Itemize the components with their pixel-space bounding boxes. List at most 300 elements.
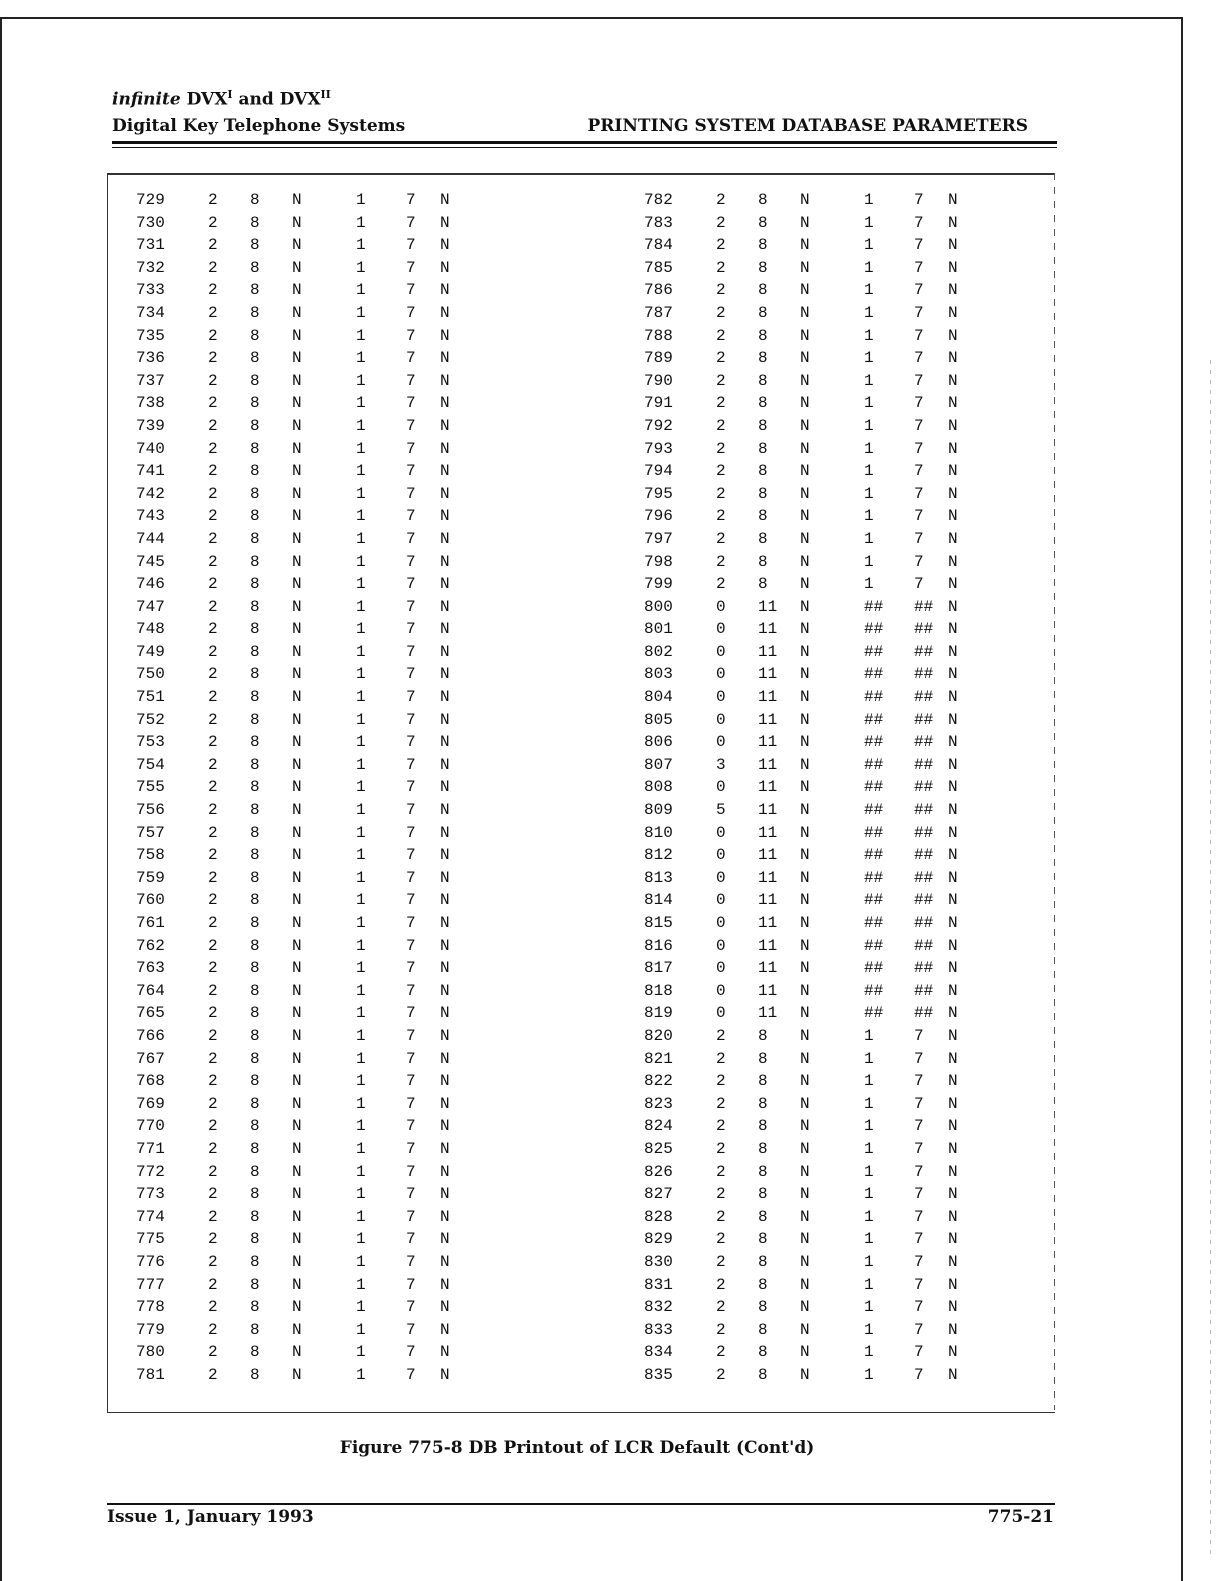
table-cell: 1 [864,1162,874,1181]
table-cell: N [292,326,302,345]
table-cell: N [440,1275,450,1294]
table-cell: 2 [208,1275,218,1294]
table-cell: N [440,710,450,729]
table-cell: N [440,981,450,1000]
table-cell: N [800,371,810,390]
table-cell: 807 [644,755,673,774]
table-cell: N [800,665,810,684]
table-cell: N [948,529,958,548]
table-row [620,1115,1020,1138]
table-row [620,844,1020,867]
table-cell: 7 [406,1230,416,1249]
table-cell: 786 [644,281,673,300]
table-cell: N [440,1072,450,1091]
table-cell: 2 [208,507,218,526]
table-cell: ## [914,642,934,661]
table-cell: N [292,281,302,300]
table-cell: 2 [208,597,218,616]
table-cell: 7 [406,778,416,797]
table-cell: 773 [136,1185,165,1204]
table-row [112,1341,512,1364]
table-cell: 8 [758,1162,768,1181]
table-cell: N [292,1230,302,1249]
table-cell: N [800,936,810,955]
table-cell: N [292,846,302,865]
table-cell: N [948,778,958,797]
table-cell: N [440,529,450,548]
table-cell: ## [914,914,934,932]
table-cell: 1 [356,914,366,932]
table-cell: 756 [136,801,165,820]
table-cell: N [800,213,810,232]
table-cell: 8 [250,394,260,413]
table-cell: N [800,891,810,910]
table-cell: N [948,1162,958,1181]
table-cell: ## [864,914,884,932]
table-row [620,1070,1020,1093]
table-cell: 1 [356,1252,366,1271]
table-cell: 798 [644,552,673,571]
table-cell: 8 [758,281,768,300]
table-cell: 2 [716,258,726,277]
table-cell: 2 [208,936,218,955]
table-row [112,1025,512,1048]
table-cell: N [292,1139,302,1158]
table-cell: 0 [716,823,726,842]
table-cell: 2 [208,688,218,707]
table-row [112,505,512,528]
table-cell: 1 [356,642,366,661]
table-cell: 1 [864,462,874,481]
table-cell: 7 [914,416,924,435]
table-cell: 2 [208,981,218,1000]
table-cell: 744 [136,529,165,548]
table-cell: 1 [864,394,874,413]
table-row [620,1093,1020,1116]
table-cell: 8 [758,507,768,526]
table-cell: N [440,462,450,481]
table-cell: 7 [406,213,416,232]
table-cell: 0 [716,914,726,932]
table-cell: 8 [250,801,260,820]
table-cell: ## [914,959,934,978]
table-cell: N [800,733,810,752]
table-cell: 3 [716,755,726,774]
table-cell: 8 [758,1343,768,1362]
table-cell: N [800,1275,810,1294]
table-cell: N [292,1049,302,1068]
table-cell: N [800,1252,810,1271]
table-cell: N [440,891,450,910]
table-row [112,912,512,935]
table-cell: 8 [250,1230,260,1249]
table-cell: 735 [136,326,165,345]
table-cell: ## [864,801,884,820]
table-cell: 797 [644,529,673,548]
table-row [112,1002,512,1025]
table-cell: 11 [758,710,778,729]
table-cell: 7 [914,1139,924,1158]
table-cell: 2 [208,665,218,684]
table-cell: 7 [914,484,924,503]
table-cell: ## [864,823,884,842]
table-cell: 8 [758,1026,768,1045]
table-cell: N [292,891,302,910]
table-cell: 8 [250,1026,260,1045]
table-cell: N [948,891,958,910]
table-cell: 749 [136,642,165,661]
table-cell: N [800,846,810,865]
table-cell: 0 [716,891,726,910]
table-cell: N [948,258,958,277]
table-cell: 755 [136,778,165,797]
table-cell: 815 [644,914,673,932]
table-cell: 2 [716,1252,726,1271]
table-cell: ## [914,891,934,910]
table-cell: N [948,1094,958,1113]
table-cell: N [948,349,958,368]
table-cell: N [948,1343,958,1362]
table-cell: N [440,281,450,300]
table-cell: 731 [136,236,165,255]
model-prefix: DVX [186,89,228,110]
table-cell: N [948,868,958,887]
table-cell: 800 [644,597,673,616]
table-cell: N [292,755,302,774]
product-title [112,88,331,110]
table-cell: 8 [250,1320,260,1339]
table-row [620,889,1020,912]
table-cell: 2 [208,733,218,752]
table-cell: 2 [208,846,218,865]
table-cell: ## [914,597,934,616]
table-cell: 764 [136,981,165,1000]
table-cell: 808 [644,778,673,797]
table-cell: 788 [644,326,673,345]
table-row [112,1296,512,1319]
table-cell: 2 [208,1320,218,1339]
table-cell: N [948,755,958,774]
table-cell: N [948,642,958,661]
table-cell: 2 [716,303,726,322]
table-cell: 7 [406,1320,416,1339]
table-cell: 1 [356,1049,366,1068]
table-cell: N [800,1320,810,1339]
table-cell: 8 [758,1207,768,1226]
table-cell: N [800,801,810,820]
table-cell: 821 [644,1049,673,1068]
table-cell: N [800,529,810,548]
table-cell: 1 [356,891,366,910]
table-cell: 1 [356,755,366,774]
table-cell: 2 [208,371,218,390]
table-cell: N [800,1298,810,1317]
table-cell: 737 [136,371,165,390]
table-cell: ## [864,846,884,865]
table-cell: 2 [208,552,218,571]
table-cell: 8 [758,1298,768,1317]
table-cell: 1 [356,484,366,503]
table-cell: 2 [208,349,218,368]
table-cell: 1 [356,326,366,345]
table-cell: ## [914,620,934,639]
table-cell: 1 [356,575,366,594]
table-cell: 7 [406,1252,416,1271]
table-cell: 1 [356,710,366,729]
table-cell: N [948,1365,958,1384]
table-cell: 1 [864,1026,874,1045]
table-cell: 0 [716,665,726,684]
table-row [112,1274,512,1297]
table-cell: N [440,1320,450,1339]
table-cell: 2 [716,1026,726,1045]
table-cell: N [440,1230,450,1249]
table-cell: 2 [208,394,218,413]
table-row [620,551,1020,574]
table-cell: 11 [758,914,778,932]
table-cell: 802 [644,642,673,661]
table-cell: N [948,733,958,752]
table-cell: 2 [208,1252,218,1271]
table-row [620,980,1020,1003]
table-row [112,935,512,958]
table-cell: 832 [644,1298,673,1317]
table-cell: ## [914,936,934,955]
table-cell: 8 [250,1343,260,1362]
table-cell: 1 [864,575,874,594]
table-cell: N [292,778,302,797]
table-cell: 2 [716,1072,726,1091]
table-cell: N [800,1207,810,1226]
table-cell: N [948,1072,958,1091]
table-cell: 1 [864,416,874,435]
table-cell: 8 [250,1207,260,1226]
table-cell: 8 [250,349,260,368]
table-cell: 11 [758,981,778,1000]
table-cell: 2 [208,281,218,300]
table-cell: 748 [136,620,165,639]
table-cell: N [440,914,450,932]
table-row [620,1048,1020,1071]
table-cell: 8 [250,710,260,729]
table-cell: 758 [136,846,165,865]
table-cell: 7 [914,1252,924,1271]
table-cell: 8 [250,642,260,661]
table-cell: N [292,213,302,232]
table-cell: 814 [644,891,673,910]
table-cell: 7 [406,868,416,887]
table-cell: 7 [406,439,416,458]
table-cell: 11 [758,868,778,887]
table-cell: N [948,213,958,232]
table-cell: 1 [864,236,874,255]
table-cell: N [800,507,810,526]
table-cell: N [948,1049,958,1068]
table-row [112,889,512,912]
table-cell: N [800,258,810,277]
table-cell: N [800,778,810,797]
table-cell: 2 [716,462,726,481]
table-cell: 2 [716,1320,726,1339]
table-cell: N [800,1117,810,1136]
table-cell: 8 [250,1117,260,1136]
table-cell: 732 [136,258,165,277]
table-cell: N [440,846,450,865]
table-cell: 1 [864,1094,874,1113]
table-row [112,1183,512,1206]
table-cell: ## [864,710,884,729]
table-cell: 7 [406,688,416,707]
table-cell: ## [864,981,884,1000]
table-cell: N [800,575,810,594]
table-cell: 7 [914,1117,924,1136]
table-cell: 766 [136,1026,165,1045]
table-cell: ## [914,733,934,752]
table-cell: ## [864,1004,884,1023]
table-cell: N [440,349,450,368]
table-cell: N [800,1162,810,1181]
table-row [620,822,1020,845]
table-cell: 0 [716,868,726,887]
table-row [620,483,1020,506]
table-cell: 791 [644,394,673,413]
table-row [112,234,512,257]
table-cell: 2 [208,823,218,842]
table-cell: 11 [758,642,778,661]
table-cell: N [800,981,810,1000]
table-cell: 2 [716,326,726,345]
table-cell: 11 [758,688,778,707]
table-cell: 1 [356,597,366,616]
table-cell: N [800,868,810,887]
table-cell: 1 [356,258,366,277]
table-cell: 754 [136,755,165,774]
table-cell: N [292,1343,302,1362]
printout-box-right-edge [1054,173,1055,1410]
table-cell: 1 [864,281,874,300]
table-cell: 1 [864,1139,874,1158]
table-cell: 7 [406,801,416,820]
table-cell: 11 [758,597,778,616]
table-cell: N [440,642,450,661]
table-cell: N [440,258,450,277]
table-cell: ## [864,755,884,774]
table-row [112,1093,512,1116]
table-cell: 833 [644,1320,673,1339]
table-cell: 765 [136,1004,165,1023]
table-cell: N [292,868,302,887]
table-cell: 2 [208,755,218,774]
table-cell: N [948,394,958,413]
table-cell: 8 [250,462,260,481]
table-cell: 7 [406,236,416,255]
table-cell: N [800,394,810,413]
table-cell: 7 [914,507,924,526]
table-row [620,212,1020,235]
table-cell: 8 [758,258,768,277]
table-cell: 2 [208,620,218,639]
table-cell: 1 [864,1275,874,1294]
table-row [620,776,1020,799]
table-cell: 8 [250,575,260,594]
table-cell: 2 [208,1139,218,1158]
table-cell: 8 [250,258,260,277]
table-cell: 2 [208,439,218,458]
table-row [620,1206,1020,1229]
table-cell: 1 [356,371,366,390]
table-cell: N [800,349,810,368]
table-cell: 2 [208,914,218,932]
table-cell: N [948,462,958,481]
table-cell: N [292,416,302,435]
table-cell: 11 [758,755,778,774]
table-cell: 7 [406,303,416,322]
table-cell: 7 [406,416,416,435]
table-cell: 7 [406,981,416,1000]
table-cell: N [948,439,958,458]
table-cell: N [292,575,302,594]
table-row [620,1274,1020,1297]
table-cell: 8 [758,1049,768,1068]
table-cell: 745 [136,552,165,571]
table-cell: 8 [758,462,768,481]
table-cell: 0 [716,710,726,729]
table-row [112,867,512,890]
table-cell: 8 [250,846,260,865]
table-cell: 1 [864,326,874,345]
table-cell: N [800,1094,810,1113]
table-cell: N [440,439,450,458]
table-cell: N [800,823,810,842]
table-cell: ## [914,778,934,797]
table-cell: 11 [758,801,778,820]
table-cell: 828 [644,1207,673,1226]
table-cell: N [292,303,302,322]
table-cell: ## [864,891,884,910]
table-cell: N [440,191,450,209]
table-cell: N [948,552,958,571]
table-cell: N [292,484,302,503]
table-row [112,618,512,641]
table-cell: 809 [644,801,673,820]
table-cell: N [800,1004,810,1023]
table-cell: 7 [406,1185,416,1204]
table-cell: 817 [644,959,673,978]
table-cell: N [948,281,958,300]
figure-caption: Figure 775-8 DB Printout of LCR Default (Cont'd) [339,1438,815,1458]
table-cell: N [440,1343,450,1362]
table-cell: 8 [758,1117,768,1136]
table-cell: 7 [914,1320,924,1339]
table-cell: N [948,1320,958,1339]
table-cell: 7 [914,575,924,594]
table-cell: 785 [644,258,673,277]
table-cell: 1 [864,439,874,458]
table-cell: 7 [406,755,416,774]
table-cell: N [800,484,810,503]
table-cell: 0 [716,778,726,797]
table-cell: 7 [406,462,416,481]
table-cell: N [440,1004,450,1023]
table-cell: 741 [136,462,165,481]
table-row [620,709,1020,732]
table-cell: 736 [136,349,165,368]
table-cell: 7 [914,1230,924,1249]
table-cell: 1 [864,507,874,526]
table-cell: 1 [356,1072,366,1091]
table-cell: N [292,552,302,571]
table-cell: 826 [644,1162,673,1181]
